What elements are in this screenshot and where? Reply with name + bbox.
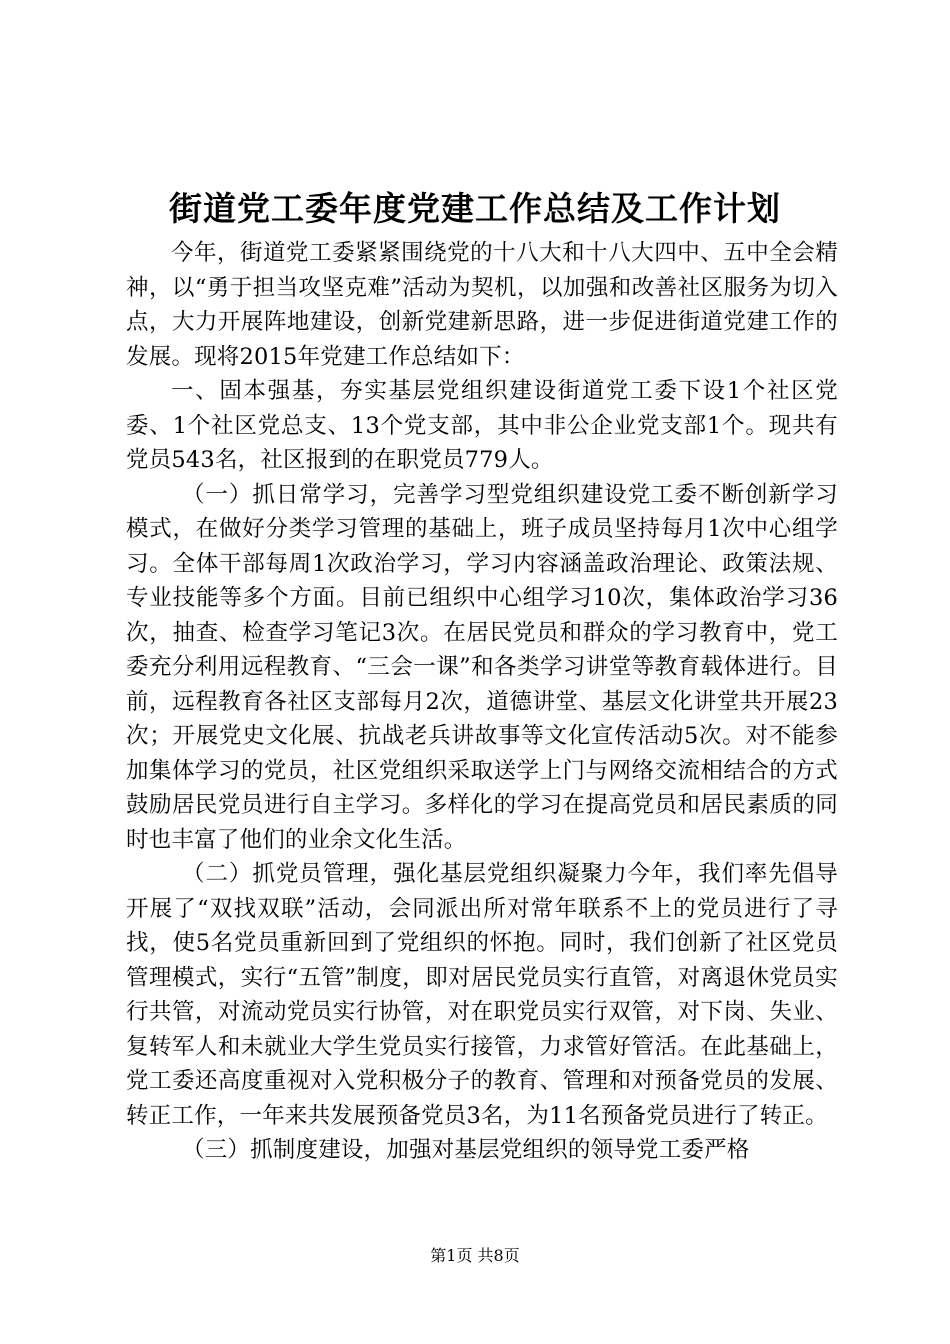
document-title: 街道党工委年度党建工作总结及工作计划 [169,189,781,228]
paragraph-subsection-1: （一）抓日常学习，完善学习型党组织建设党工委不断创新学习模式，在做好分类学习管理的基础上，班子成员坚持每月1次中心组学习。全体干部每周1次政治学习，学习内容涵盖政治理论、政策法规、专业技能等多个方面。目前已组织中心组学习10次，集体政治学习36次，抽查、检查学习笔记3次。在居民党员和群众的学习教育中，党工委充分利用远程教育、“三会一课”和各类学习讲堂等教育载体进行。目前，远程教育各社区支部每月2次，道德讲堂、基层文化讲堂共开展23次；开展党史文化展、抗战老兵讲故事等文化宣传活动5次。对不能参加集体学习的党员，社区党组织采取送学上门与网络交流相结合的方式鼓励居民党员进行自主学习。多样化的学习在提高党员和居民素质的同时也丰富了他们的业余文化生活。 [126,481,838,853]
document-body [126,236,838,1168]
paragraph-section-1: 一、固本强基，夯实基层党组织建设街道党工委下设1个社区党委、1个社区党总支、13个党支部，其中非公企业党支部1个。现共有党员543名，社区报到的在职党员779人。 [126,378,838,473]
paragraph-subsection-3: （三）抓制度建设，加强对基层党组织的领导党工委严格 [182,1137,750,1163]
page-number-footer: 第1页 共8页 [430,1246,520,1265]
paragraph-subsection-2: （二）抓党员管理，强化基层党组织凝聚力今年，我们率先倡导开展了“双找双联”活动，会同派出所对常年联系不上的党员进行了寻找，使5名党员重新回到了党组织的怀抱。同时，我们创新了社区党员管理模式，实行“五管”制度，即对居民党员实行直管，对离退休党员实行共管，对流动党员实行协管，对在职党员实行双管，对下岗、失业、复转军人和未就业大学生党员实行接管，力求管好管活。在此基础上，党工委还高度重视对入党积极分子的教育、管理和对预备党员的发展、转正工作，一年来共发展预备党员3名，为11名预备党员进行了转正。 [126,861,838,1129]
paragraph-intro: 今年，街道党工委紧紧围绕党的十八大和十八大四中、五中全会精神，以“勇于担当攻坚克难”活动为契机，以加强和改善社区服务为切入点，大力开展阵地建设，创新党建新思路，进一步促进街道党建工作的发展。现将2015年党建工作总结如下： [126,240,838,370]
